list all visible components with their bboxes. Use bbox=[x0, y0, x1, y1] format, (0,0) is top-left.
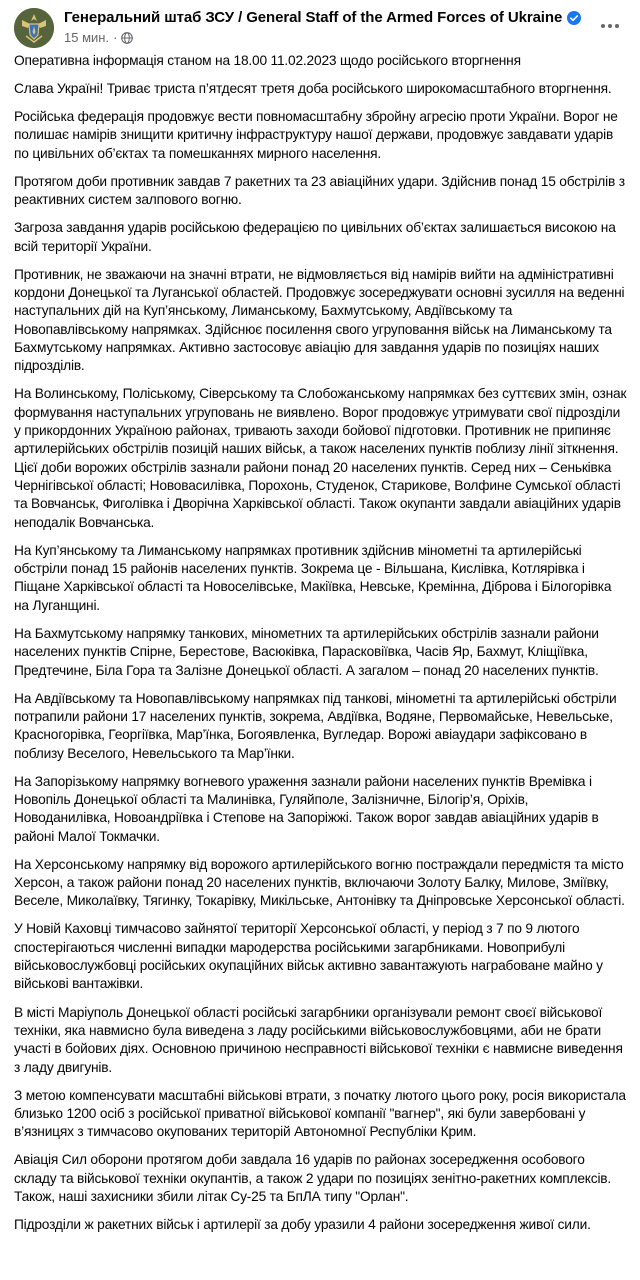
post-paragraph: Авіація Сил оборони протягом доби завдала 16 ударів по районах зосередження особового складу та військової техніки окупантів, а також 2 удари по позиціях зенітно-ракетних комплексів. Також, наші захисники збили літак Су-25 та БпЛА типу "Орлан". bbox=[14, 1152, 612, 1204]
more-options-icon bbox=[600, 23, 620, 29]
post-paragraph: З метою компенсувати масштабні військові втрати, з початку лютого цього року, росія використала близько 1200 осіб з російської приватної військової компанії "вагнер", які були завербовані у в’язницях з тимчасово окупованих територій Автономної Республіки Крим. bbox=[14, 1087, 626, 1140]
post-paragraph: Слава Україні! Триває триста п’ятдесят третя доба російського широкомасштабного вторгнення. bbox=[14, 81, 612, 97]
more-options-button[interactable] bbox=[596, 12, 624, 40]
post-paragraph: У Новій Каховці тимчасово зайнятої території Херсонської області, у період з 7 по 9 лютого спостерігаються численні випадки мародерства російськими загарбниками. Новоприбулі військовослужбовці російських окупаційних військ активно завантажують награбоване майно у військові вантажівки. bbox=[14, 921, 603, 992]
post-header bbox=[12, 6, 628, 46]
verified-badge-icon bbox=[567, 11, 581, 25]
post-paragraph: Протягом доби противник завдав 7 ракетних та 23 авіаційних удари. Здійснив понад 15 обстрілів з реактивних систем залпового вогню. bbox=[14, 173, 625, 208]
post-paragraph: На Бахмутському напрямку танкових, мінометних та артилерійських обстрілів зазнали райони населених пунктів Спірне, Берестове, Васюківка, Парасковіївка, Часів Яр, Бахмут, Кліщіївка, Предтечине, Біла Гора та Залізне Донецької області. А загалом – понад 20 населених пунктів. bbox=[14, 625, 599, 678]
armed-forces-emblem-icon bbox=[14, 8, 54, 48]
post-paragraph: В місті Маріуполь Донецької області російські загарбники організували ремонт своєї військової техніки, яка навмисно була виведена з ладу російськими військовослужбовцями, аби не брати участі в бойових діях. Основною причиною несправності військової техніки є навмисне виведення з ладу двигунів. bbox=[14, 1004, 623, 1075]
page-name-link[interactable]: Генеральний штаб ЗСУ / General Staff of the Armed Forces of Ukraine bbox=[64, 9, 563, 26]
post-paragraph: На Запорізькому напрямку вогневого ураження зазнали райони населених пунктів Времівка і Новопіль Донецької області та Малинівка, Гуляйполе, Залізничне, Білогір’я, Оріхів, Новоданилівка, Новоандріївка і Степове на Запоріжжі. Також ворог завдав авіаційних ударів в районі Малої Токмачки. bbox=[14, 773, 599, 844]
meta-separator: · bbox=[113, 30, 118, 45]
post-paragraph: Противник, не зважаючи на значні втрати, не відмовляється від намірів вийти на адміністративні кордони Донецької та Луганської областей. Продовжує зосереджувати основні зусилля на веденні наступальних дій на Куп’янському, Лиманському, Бахмутському, Авдіївському та Новопавлівському напрямках. Здійснює посилення свого угруповання військ на Лиманському та Бахмутському напрямках. Активно застосовує авіацію для завдання ударів по позиціях наших підрозділів. bbox=[14, 266, 625, 374]
post-paragraph: Оперативна інформація станом на 18.00 11.02.2023 щодо російського вторгнення bbox=[14, 53, 521, 68]
page-name-row bbox=[64, 9, 581, 26]
globe-icon bbox=[121, 32, 133, 44]
post-body bbox=[14, 52, 628, 1244]
post-meta bbox=[64, 30, 133, 45]
post-paragraph: Російська федерація продовжує вести повномасштабну збройну агресію проти України. Ворог не полишає намірів знищити критичну інфраструктуру нашої держави, продовжує завдавати ударів по цивільних об’єктах та помешканнях мирного населення. bbox=[14, 109, 618, 161]
post-paragraph: Загроза завдання ударів російською федерацією по цивільних об’єктах залишається високою на всій території України. bbox=[14, 220, 616, 254]
post-paragraph: На Авдіївському та Новопавлівському напрямках під танкові, мінометні та артилерійські обстріли потрапили райони 17 населених пунктів, зокрема, Авдіївка, Водяне, Первомайське, Невельське, Красногорівка, Георгіївка, Мар’їнка, Богоявленка, Вугледар. Ворожі авіаудари зафіксовано в поблизу Веселого, Невельського та Мар’їнки. bbox=[14, 690, 617, 761]
post-timestamp[interactable]: 15 мин. bbox=[64, 30, 110, 45]
post-paragraph: На Херсонському напрямку від ворожого артилерійського вогню постраждали передмістя та місто Херсон, а також райони понад 20 населених пунктів, включаючи Золоту Балку, Милове, Зміївку, Веселе, Миколаївку, Тягинку, Токарівку, Микільське, Антонівку та Дніпровське Херсонської області. bbox=[14, 856, 625, 909]
post-paragraph: На Куп’янському та Лиманському напрямках противник здійснив мінометні та артилерійські обстріли понад 15 районів населених пунктів. Зокрема це - Вільшана, Кислівка, Котлярівка і Піщане Харківської області та Новоселівське, Макіївка, Невське, Кремінна, Діброва і Білогорівка на Луганщині. bbox=[14, 542, 612, 613]
post-paragraph: На Волинському, Поліському, Сіверському та Слобожанському напрямках без суттєвих змін, ознак формування наступальних угруповань не виявлено. Ворог продовжує утримувати свої підрозділи у прикордонних Україною районах, тривають заходи бойової підготовки. Противник не припиняє артилерійських обстрілів позицій наших військ, а також населених пунктів поблизу лінії зіткнення. Цієї доби ворожих обстрілів зазнали райони понад 20 населених пунктів. Серед них – Сеньківка Чернігівської області; Нововасилівка, Порохонь, Студенок, Старикове, Волфине Сумської області та Вовчанськ, Фиголівка і Дворічна Харківської області. Також окупанти завдали авіаційних ударів неподалік Вовчанська. bbox=[14, 386, 627, 530]
post-paragraph: Підрозділи ж ракетних військ і артилерії за добу уразили 4 райони зосередження живої сили. bbox=[14, 1217, 591, 1233]
page-avatar[interactable] bbox=[14, 8, 54, 48]
